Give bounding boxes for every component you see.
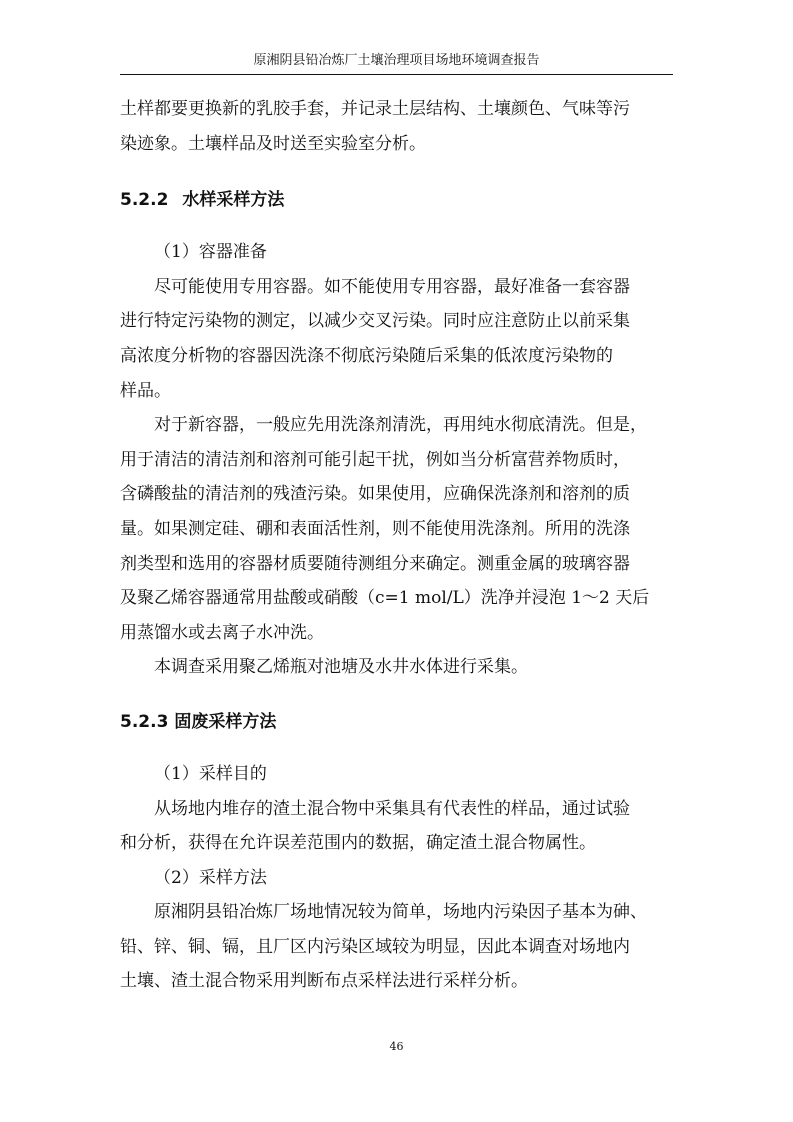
paragraph-line: 土样都要更换新的乳胶手套，并记录土层结构、土壤颜色、气味等污 [120, 99, 630, 119]
paragraph-line: 剂类型和选用的容器材质要随待测组分来确定。测重金属的玻璃容器 [120, 553, 630, 574]
paragraph-line: 原湘阴县铅冶炼厂场地情况较为简单，场地内污染因子基本为砷、 [154, 902, 647, 923]
section-title: 水样采样方法 [182, 190, 285, 211]
running-header-title: 原湘阴县铅冶炼厂土壤治理项目场地环境调查报告 [253, 53, 540, 68]
paragraph-line: 含磷酸盐的清洁剂的残渣污染。如果使用，应确保洗涤剂和溶剂的质 [120, 484, 630, 505]
paragraph-line: 尽可能使用专用容器。如不能使用专用容器，最好准备一套容器 [154, 276, 630, 297]
section-number: 5.2.2 [120, 190, 169, 211]
paragraph-line: 进行特定污染物的测定，以减少交叉污染。同时应注意防止以前采集 [120, 311, 630, 332]
paragraph-line: 染迹象。土壤样品及时送至实验室分析。 [120, 133, 426, 154]
paragraph-line: 从场地内堆存的渣土混合物中采集具有代表性的样品，通过试验 [154, 798, 630, 819]
page-number: 46 [389, 1040, 404, 1053]
paragraph-line: 土壤、渣土混合物采用判断布点采样法进行采样分析。 [120, 971, 528, 992]
paragraph-line: 用蒸馏水或去离子水冲洗。 [120, 622, 324, 643]
section-heading-5-2-2 [120, 183, 676, 217]
subsection-label: （1）容器准备 [154, 242, 267, 263]
paragraph-line: 量。如果测定硅、硼和表面活性剂，则不能使用洗涤剂。所用的洗涤 [120, 518, 630, 539]
paragraph-line: 对于新容器，一般应先用洗涤剂清洗，再用纯水彻底清洗。但是， [154, 415, 647, 436]
paragraph-line: 样品。 [120, 380, 171, 401]
paragraph-line: 高浓度分析物的容器因洗涤不彻底污染随后采集的低浓度污染物的 [120, 345, 613, 366]
page-body [120, 92, 676, 999]
subsection-label: （2）采样方法 [154, 867, 267, 888]
paragraph-line: 及聚乙烯容器通常用盐酸或硝酸（c=1 mol/L）洗净并浸泡 1～2 天后 [120, 588, 650, 609]
paragraph-line: 用于清洁的清洁剂和溶剂可能引起干扰，例如当分析富营养物质时， [120, 449, 630, 470]
section-heading-5-2-3: 5.2.3 固废采样方法 [120, 711, 277, 732]
subsection-label: （1）采样目的 [154, 763, 267, 784]
paragraph-line: 铅、锌、铜、镉，且厂区内污染区域较为明显，因此本调查对场地内 [120, 936, 630, 957]
paragraph-line: 本调查采用聚乙烯瓶对池塘及水井水体进行采集。 [154, 657, 528, 678]
paragraph-line: 和分析，获得在允许误差范围内的数据，确定渣土混合物属性。 [120, 833, 596, 854]
header-divider [120, 74, 673, 75]
